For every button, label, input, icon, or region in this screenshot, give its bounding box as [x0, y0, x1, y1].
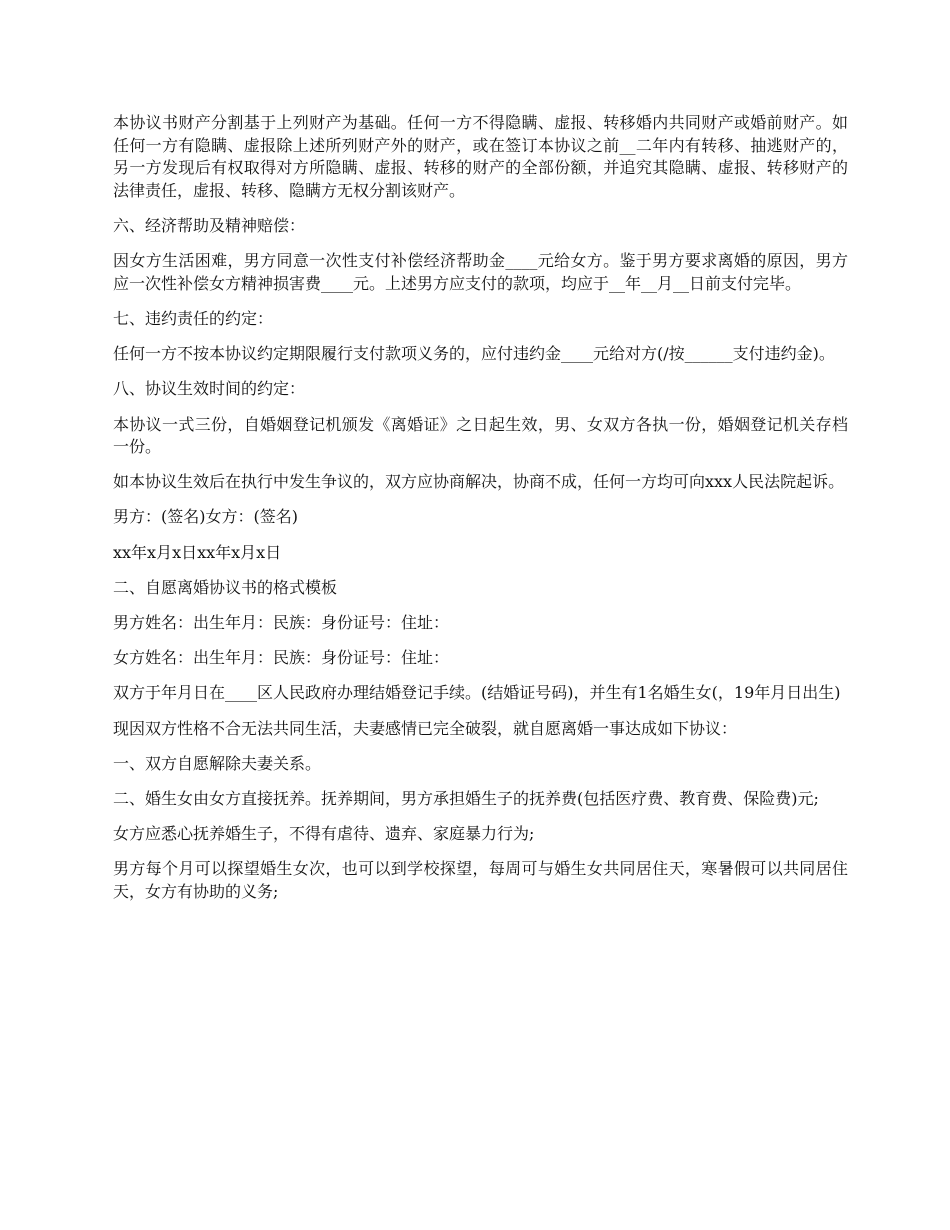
heading-breach-liability: 七、违约责任的约定： [113, 308, 274, 328]
heading-effective-date: 八、协议生效时间的约定： [113, 379, 306, 399]
paragraph-breach-liability: 任何一方不按本协议约定期限履行支付款项义务的，应付违约金____元给对方(/按______支付违约金)。 [113, 344, 835, 364]
paragraph-dispute-resolution: 如本协议生效后在执行中发生争议的，双方应协商解决，协商不成，任何一方均可向xxx人民法院起诉。 [113, 472, 845, 492]
paragraph-divorce-reason: 现因双方性格不合无法共同生活，夫妻感情已完全破裂，就自愿离婚一事达成如下协议： [113, 718, 738, 738]
heading-economic-help: 六、经济帮助及精神赔偿： [113, 215, 306, 235]
signature-line: 男方：(签名)女方：(签名) [113, 507, 298, 527]
clause-visitation: 男方每个月可以探望婚生女次，也可以到学校探望，每周可与婚生女共同居住天，寒暑假可以共同居住天，女方有协助的义务; [113, 859, 848, 901]
clause-child-care: 女方应悉心抚养婚生子，不得有虐待、遗弃、家庭暴力行为; [113, 824, 535, 844]
paragraph-effective-date: 本协议一式三份，自婚姻登记机颁发《离婚证》之日起生效，男、女双方各执一份，婚姻登记机关存档一份。 [113, 414, 848, 457]
female-info-line: 女方姓名：出生年月：民族：身份证号：住址： [113, 648, 450, 668]
male-info-line: 男方姓名：出生年月：民族：身份证号：住址： [113, 613, 450, 633]
document-page [113, 112, 848, 916]
clause-dissolve-marriage: 一、双方自愿解除夫妻关系。 [113, 753, 322, 773]
paragraph-marriage-registration: 双方于年月日在____区人民政府办理结婚登记手续。(结婚证号码)，并生有1名婚生女(，19年月日出生) [113, 683, 841, 703]
paragraph-economic-help: 因女方生活困难，男方同意一次性支付补偿经济帮助金____元给女方。鉴于男方要求离婚的原因，男方应一次性补偿女方精神损害费____元。上述男方应支付的款项，均应于__年__月__日前支付完毕。 [113, 251, 848, 293]
clause-child-custody: 二、婚生女由女方直接抚养。抚养期间，男方承担婚生子的抚养费(包括医疗费、教育费、保险费)元; [113, 788, 819, 808]
heading-template: 二、自愿离婚协议书的格式模板 [113, 577, 338, 597]
paragraph-property-disclosure: 本协议书财产分割基于上列财产为基础。任何一方不得隐瞒、虚报、转移婚内共同财产或婚前财产。如任何一方有隐瞒、虚报除上述所列财产外的财产，或在签订本协议之前__二年内有转移、抽逃财产的，另一方发现后有权取得对方所隐瞒、虚报、转移的财产的全部份额，并追究其隐瞒、虚报、转移财产的法律责任，虚报、转移、隐瞒方无权分割该财产。 [113, 113, 848, 200]
date-line: xx年x月x日xx年x月x日 [113, 542, 282, 562]
